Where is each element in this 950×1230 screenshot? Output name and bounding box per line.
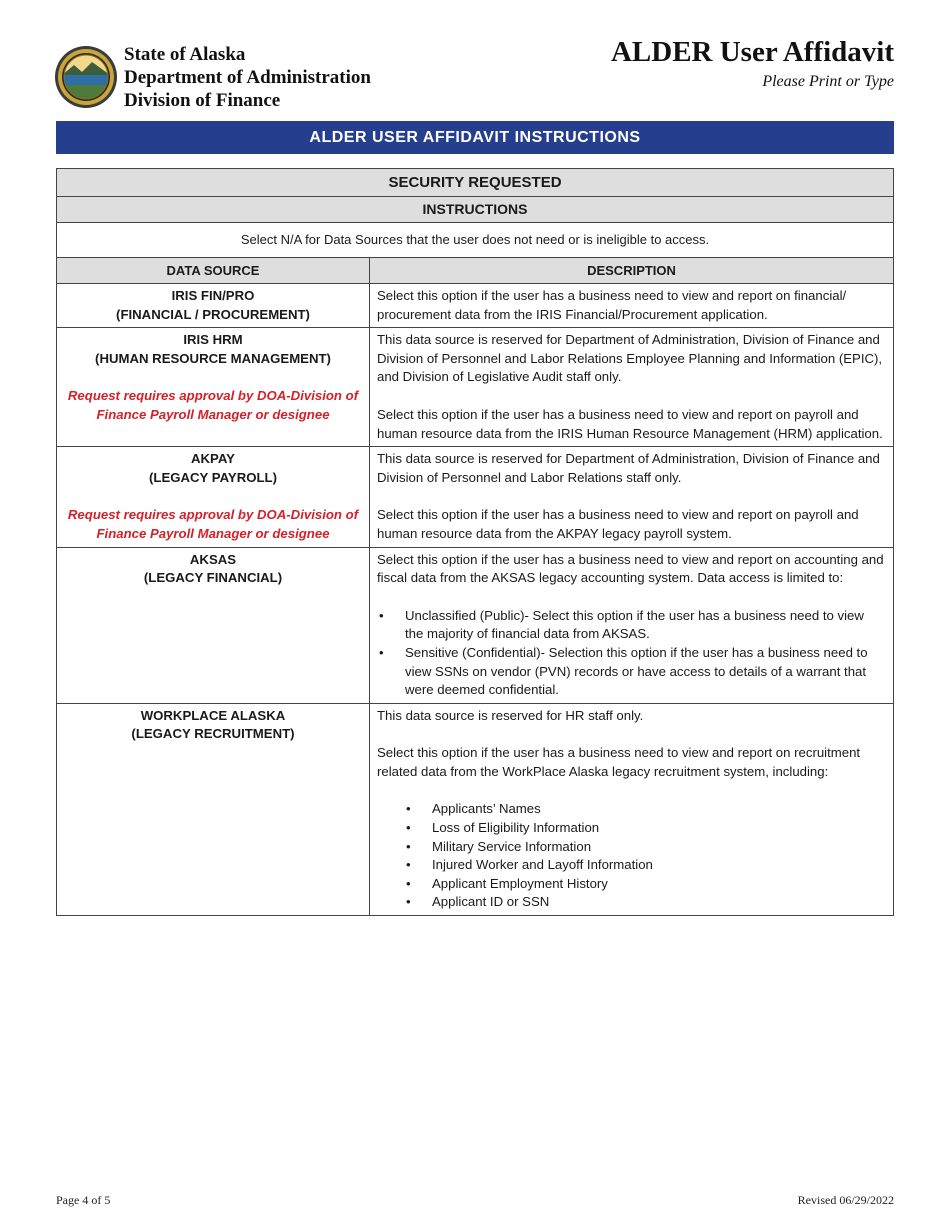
description-cell — [370, 284, 894, 328]
description-text: This data source is reserved for HR staff only. — [377, 707, 644, 723]
list-item: • Applicants’ Names — [377, 800, 885, 819]
instructions-title: INSTRUCTIONS — [57, 197, 894, 223]
page-number: Page 4 of 5 — [56, 1193, 111, 1207]
list-item: • Applicant Employment History — [377, 875, 885, 894]
source-name: WORKPLACE ALASKA — [140, 707, 286, 723]
table-row — [57, 703, 894, 915]
table-row — [57, 284, 894, 328]
source-subtitle: (FINANCIAL / PROCUREMENT) — [116, 306, 310, 322]
source-subtitle: (LEGACY PAYROLL) — [149, 469, 277, 485]
column-header-data-source: DATA SOURCE — [57, 258, 370, 284]
list-item: • Military Service Information — [377, 838, 885, 857]
description-cell — [370, 547, 894, 703]
approval-note: Request requires approval by DOA-Division of Finance Payroll Manager or designee — [67, 507, 359, 541]
instructions-note: Select N/A for Data Sources that the user does not need or is ineligible to access. — [57, 223, 894, 258]
list-item: • Sensitive (Confidential)- Selection this option if the user has a business need to view SSNs on vendor (PVN) records or have access to details of a warrant that were deemed confidential. — [377, 644, 885, 700]
recruitment-data-list — [377, 800, 885, 912]
revision-date: Revised 06/29/2022 — [797, 1193, 894, 1207]
data-source-cell — [57, 284, 370, 328]
source-name: IRIS HRM — [183, 332, 243, 348]
description-cell — [370, 447, 894, 547]
description-text: This data source is reserved for Department of Administration, Division of Finance and Division of Personnel and Labor Relations Employee Planning and Information (EPIC), and Division of Legislative Audit staff only. — [377, 332, 883, 385]
instructions-banner: ALDER USER AFFIDAVIT INSTRUCTIONS — [56, 121, 894, 154]
list-item: • Injured Worker and Layoff Information — [377, 856, 885, 875]
list-item: • Applicant ID or SSN — [377, 893, 885, 912]
description-text: Select this option if the user has a business need to view and report on recruitment related data from the WorkPlace Alaska legacy recruitment system, including: — [377, 745, 861, 779]
table-row — [57, 328, 894, 447]
description-text: Select this option if the user has a business need to view and report on financial/ procurement data from the IRIS Financial/Procurement application. — [377, 288, 847, 322]
list-item: • Loss of Eligibility Information — [377, 819, 885, 838]
data-source-cell — [57, 703, 370, 915]
description-text: Select this option if the user has a business need to view and report on accounting and fiscal data from the AKSAS legacy accounting system. Data access is limited to: — [377, 551, 884, 586]
description-text: This data source is reserved for Department of Administration, Division of Finance and Division of Personnel and Labor Relations staff only. — [377, 451, 880, 485]
org-line-state: State of Alaska — [124, 44, 246, 65]
data-source-cell — [57, 447, 370, 547]
description-cell — [370, 328, 894, 447]
description-text: Select this option if the user has a business need to view and report on payroll and human resource data from the IRIS Human Resource Management (HRM) application. — [377, 406, 883, 441]
access-level-list — [377, 607, 885, 700]
source-subtitle: (LEGACY RECRUITMENT) — [131, 726, 295, 742]
data-source-cell — [57, 547, 370, 703]
document-subtitle: Please Print or Type — [762, 73, 894, 90]
data-source-cell — [57, 328, 370, 447]
organization-name — [124, 43, 371, 112]
list-item: • Unclassified (Public)- Select this option if the user has a business need to view the majority of financial data from AKSAS. — [377, 607, 885, 644]
document-title: ALDER User Affidavit — [610, 36, 894, 68]
org-line-division: Division of Finance — [124, 90, 281, 111]
column-header-description: DESCRIPTION — [370, 258, 894, 284]
table-row — [57, 547, 894, 703]
source-subtitle: (HUMAN RESOURCE MANAGEMENT) — [95, 350, 331, 366]
source-name: AKSAS — [189, 551, 237, 567]
source-name: IRIS FIN/PRO — [171, 288, 255, 303]
state-seal-icon — [54, 45, 118, 109]
approval-note: Request requires approval by DOA-Division of Finance Payroll Manager or designee — [67, 388, 359, 422]
source-subtitle: (LEGACY FINANCIAL) — [143, 570, 283, 586]
org-line-department: Department of Administration — [124, 67, 371, 88]
description-cell — [370, 703, 894, 915]
security-requested-table — [56, 168, 894, 916]
source-name: AKPAY — [191, 451, 235, 467]
table-row — [57, 447, 894, 547]
description-text: Select this option if the user has a business need to view and report on payroll and human resource data from the AKPAY legacy payroll system. — [377, 507, 859, 541]
section-title: SECURITY REQUESTED — [57, 169, 894, 197]
